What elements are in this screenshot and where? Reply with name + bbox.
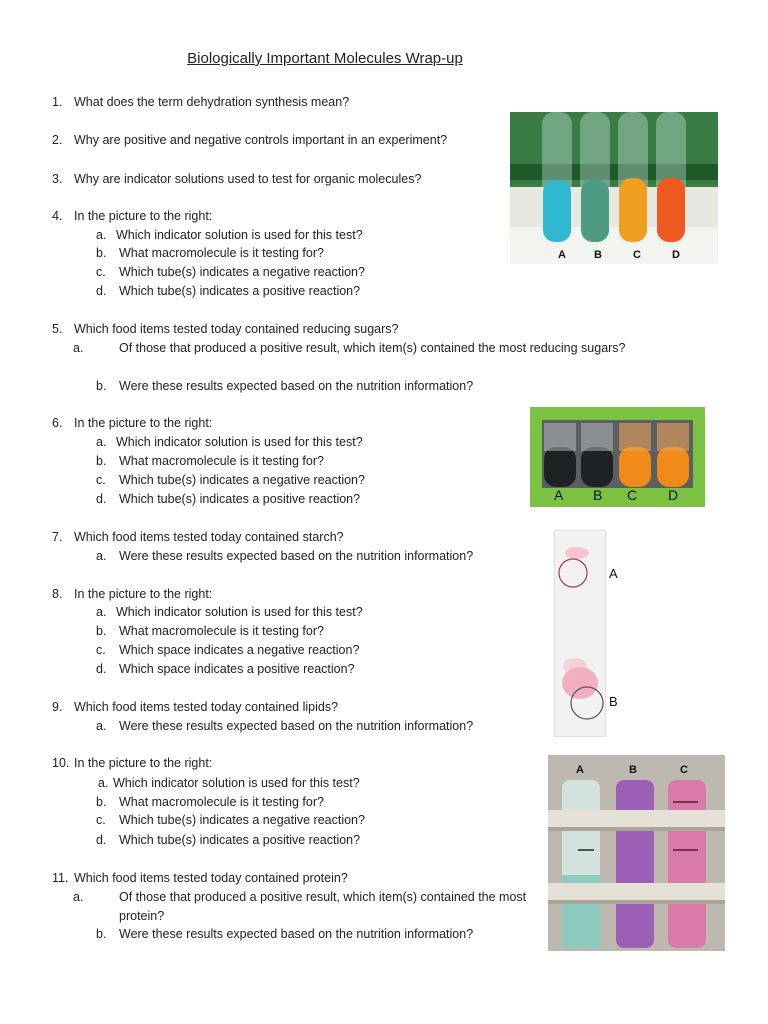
question-7a: a. Were these results expected based on the nutrition information? — [96, 549, 474, 563]
tube-b — [581, 180, 609, 242]
question-9a: a. Were these results expected based on the nutrition information? — [96, 719, 474, 733]
paper-spot-a — [559, 559, 587, 587]
question-4b: b. What macromolecule is it testing for? — [96, 246, 324, 260]
question-10c: c. Which tube(s) indicates a negative reaction? — [96, 813, 365, 827]
biuret-tube-b — [616, 780, 654, 948]
tube-d — [657, 178, 685, 242]
question-11: 11. Which food items tested today contained protein? — [52, 871, 348, 885]
question-10: 10. In the picture to the right: — [52, 756, 213, 770]
iodine-label-c: C — [627, 487, 638, 503]
question-1: 1. What does the term dehydration synthesis mean? — [52, 95, 350, 109]
question-6d: d. Which tube(s) indicates a positive reaction? — [96, 492, 361, 506]
question-8d: d. Which space indicates a positive reaction? — [96, 662, 355, 676]
biuret-test-photo — [548, 755, 725, 951]
tube-a — [543, 180, 571, 242]
question-6: 6. In the picture to the right: — [52, 416, 213, 430]
question-8: 8. In the picture to the right: — [52, 587, 213, 601]
benedict-tubes-illustration — [510, 112, 718, 264]
question-5: 5. Which food items tested today contained reducing sugars? — [52, 322, 399, 336]
biuret-label-b: B — [629, 764, 637, 776]
iodine-tube-a — [544, 447, 576, 487]
question-6a: a. Which indicator solution is used for this test? — [96, 435, 363, 449]
question-3: 3. Why are indicator solutions used to test for organic molecules? — [52, 172, 422, 186]
iodine-tube-b — [581, 447, 613, 487]
iodine-tube-d — [657, 447, 689, 487]
question-4: 4. In the picture to the right: — [52, 209, 213, 223]
paper-test-illustration — [555, 531, 605, 736]
question-10b: b. What macromolecule is it testing for? — [96, 795, 324, 809]
question-6c: c. Which tube(s) indicates a negative reaction? — [96, 473, 365, 487]
question-10a: a. Which indicator solution is used for this test? — [98, 776, 360, 790]
biuret-tube-c — [668, 780, 706, 948]
question-4d: d. Which tube(s) indicates a positive reaction? — [96, 284, 361, 298]
benedict-test-photo — [510, 112, 718, 264]
question-8b: b. What macromolecule is it testing for? — [96, 624, 324, 638]
tube-label-c: C — [633, 249, 641, 261]
question-11a: a. Of those that produced a positive result, which item(s) contained the most protein? — [73, 890, 527, 923]
question-11b: b. Were these results expected based on the nutrition information? — [96, 927, 474, 941]
biuret-tubes-illustration — [548, 755, 725, 951]
question-7: 7. Which food items tested today contained starch? — [52, 530, 344, 544]
iodine-label-a: A — [554, 487, 564, 503]
tube-label-b: B — [594, 249, 602, 261]
biuret-label-a: A — [576, 764, 584, 776]
question-5a: a. Of those that produced a positive result, which item(s) contained the most reducing sugars? — [73, 341, 626, 355]
tube-label-d: D — [672, 249, 680, 261]
iodine-label-d: D — [668, 487, 679, 503]
paper-label-b: B — [609, 694, 618, 709]
question-5b: b. Were these results expected based on the nutrition information? — [96, 379, 474, 393]
question-4c: c. Which tube(s) indicates a negative reaction? — [96, 265, 365, 279]
paper-test-photo — [554, 530, 606, 737]
question-10d: d. Which tube(s) indicates a positive reaction? — [96, 833, 361, 847]
question-8c: c. Which space indicates a negative reaction? — [96, 643, 360, 657]
question-6b: b. What macromolecule is it testing for? — [96, 454, 324, 468]
iodine-tube-c — [619, 447, 651, 487]
question-9: 9. Which food items tested today contained lipids? — [52, 700, 339, 714]
iodine-test-photo — [530, 407, 705, 507]
biuret-label-c: C — [680, 764, 688, 776]
question-4a: a. Which indicator solution is used for this test? — [96, 228, 363, 242]
question-2: 2. Why are positive and negative controls important in an experiment? — [52, 133, 448, 147]
iodine-label-b: B — [593, 487, 603, 503]
tube-c — [619, 178, 647, 242]
question-8a: a. Which indicator solution is used for this test? — [96, 605, 363, 619]
paper-label-a: A — [609, 566, 618, 581]
page-title: Biologically Important Molecules Wrap-up — [187, 50, 463, 67]
tube-label-a: A — [558, 249, 566, 261]
